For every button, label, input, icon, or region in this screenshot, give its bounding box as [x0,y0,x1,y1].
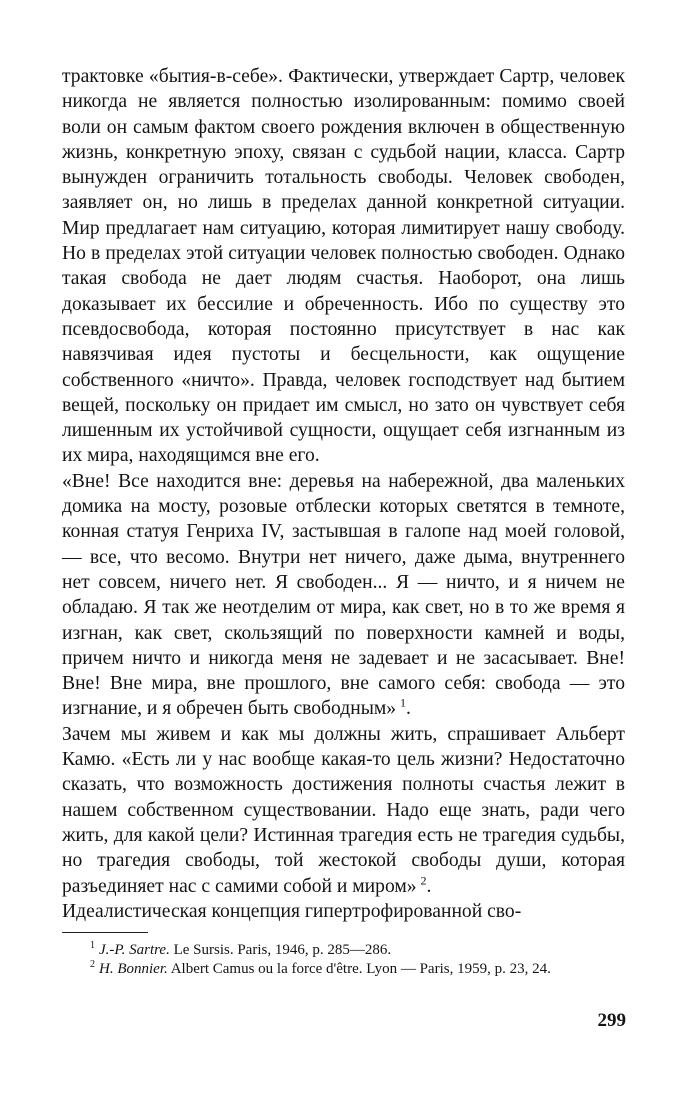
footnote-1-text: Le Sursis. Paris, 1946, p. 285—286. [173,942,392,958]
footnote-2-author: H. Bonnier. [99,961,168,977]
footnote-2-number: 2 [90,959,95,970]
footnotes [62,941,625,979]
footnote-1-number: 1 [90,940,95,951]
page-number: 299 [597,1010,626,1031]
paragraph-3-end: . [426,875,432,897]
paragraph-2-quote-sartre [62,469,625,722]
paragraph-2-end: . [406,698,411,720]
footnote-1 [62,941,625,960]
footnote-2-text: Albert Camus ou la force d'être. Lyon — Paris, 1959, p. 23, 24. [170,961,551,977]
page-body [62,64,625,924]
paragraph-3-camus [62,722,625,899]
footnote-2 [62,960,625,979]
footnote-ref-1: 1 [400,695,407,710]
paragraph-1 [62,64,625,469]
footnote-1-author: J.-P. Sartre. [99,942,170,958]
paragraph-3-text: Зачем мы живем и как мы должны жить, спрашивает Альберт Камю. «Есть ли у нас вообще какая-то цель жизни? Недостаточно сказать, что возможность достижения полноты счастья лежит в нашем собственном существовании. Надо еще знать, ради чего жить, для какой цели? Истинная трагедия есть не трагедия судьбы, но трагедия свободы, той жестокой свободы души, которая разъединяет нас с самими собой и миром» [62,723,625,897]
footnote-divider [62,932,148,933]
footnote-ref-2: 2 [420,872,427,887]
paragraph-2-text: «Вне! Все находится вне: деревья на набережной, два маленьких домика на мосту, розовые отблески которых светятся в темноте, конная статуя Генриха IV, застывшая в галопе над моей головой, — все, что весомо. Внутри нет ничего, даже дыма, внутреннего нет совсем, ничего нет. Я свободен... Я — ничто, и я ничем не обладаю. Я так же неотделим от мира, как свет, но в то же время я изгнан, как свет, скользящий по поверхности камней и воды, причем ничто и никогда меня не задевает и не засасывает. Вне! Вне! Вне мира, вне прошлого, вне самого себя: свобода — это изгнание, и я обречен быть свободным» [62,470,625,720]
paragraph-4 [62,899,625,924]
paragraph-4-text: Идеалистическая концепция гипертрофированной сво- [62,900,522,922]
paragraph-1-text: трактовке «бытия-в-себе». Фактически, утверждает Сартр, человек никогда не является полностью изолированным: помимо своей воли он самым фактом своего рождения включен в общественную жизнь, конкретную эпоху, связан с судьбой нации, класса. Сартр вынужден ограничить тотальность свободы. Человек свободен, заявляет он, но лишь в пределах данной конкретной ситуации. Мир предлагает нам ситуацию, которая лимитирует нашу свободу. Но в пределах этой ситуации человек полностью свободен. Однако такая свобода не дает людям счастья. Наоборот, она лишь доказывает их бессилие и обреченность. Ибо по существу это псевдосвобода, которая постоянно присутствует в нас как навязчивая идея пустоты и бесцельности, как ощущение собственного «ничто». Правда, человек господствует над бытием вещей, поскольку он придает им смысл, но зато он чувствует себя лишенным их устойчивой сущности, ощущает себя изгнанным из их мира, находящимся вне его. [62,66,625,467]
